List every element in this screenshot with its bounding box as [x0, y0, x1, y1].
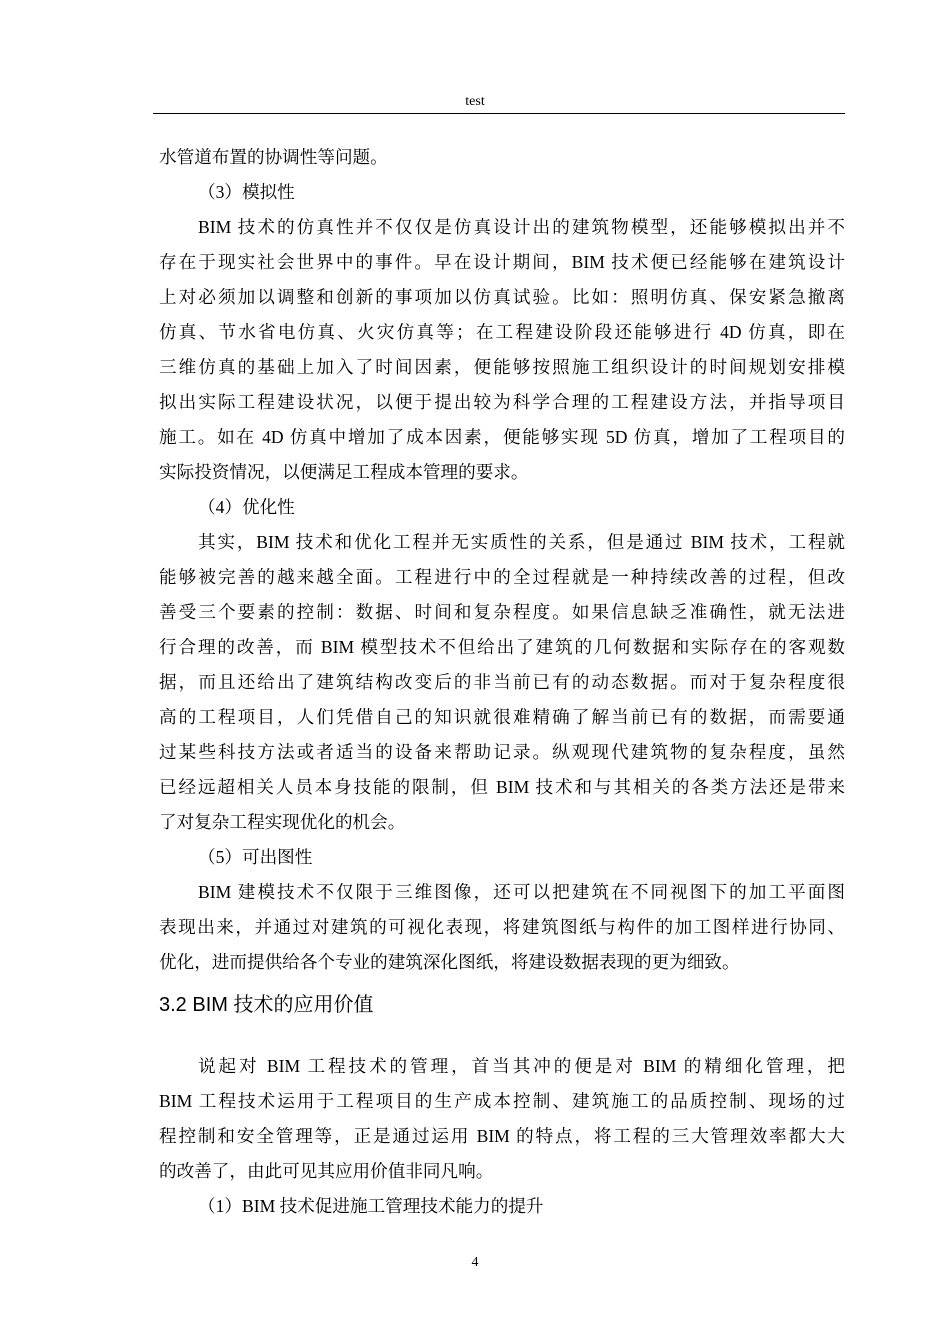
- paragraph-line: 已经远超相关人员本身技能的限制，但 BIM 技术和与其相关的各类方法还是带来: [159, 777, 845, 797]
- paragraph-line: 上对必须加以调整和创新的事项加以仿真试验。比如：照明仿真、保安紧急撤离: [159, 287, 845, 307]
- paragraph-line: 的改善了，由此可见其应用价值非同凡响。: [159, 1161, 494, 1181]
- section-spacer: [159, 1030, 845, 1049]
- paragraph-line: 能够被完善的越来越全面。工程进行中的全过程就是一种持续改善的过程，但改: [159, 567, 845, 587]
- section-heading: 3.2 BIM 技术的应用价值: [159, 994, 374, 1016]
- paragraph-line: 表现出来，并通过对建筑的可视化表现，将建筑图纸与构件的加工图样进行协同、: [159, 917, 845, 937]
- paragraph-line: 行合理的改善，而 BIM 模型技术不但给出了建筑的几何数据和实际存在的客观数: [159, 637, 845, 657]
- paragraph-line: 三维仿真的基础上加入了时间因素，便能够按照施工组织设计的时间规划安排模: [159, 357, 845, 377]
- paragraph-line: BIM 工程技术运用于工程项目的生产成本控制、建筑施工的品质控制、现场的过: [159, 1091, 845, 1111]
- paragraph-line: 了对复杂工程实现优化的机会。: [159, 812, 406, 832]
- paragraph-line: 其实，BIM 技术和优化工程并无实质性的关系，但是通过 BIM 技术，工程就: [198, 532, 845, 552]
- paragraph-line: BIM 建模技术不仅限于三维图像，还可以把建筑在不同视图下的加工平面图: [198, 882, 845, 902]
- paragraph-line: 仿真、节水省电仿真、火灾仿真等；在工程建设阶段还能够进行 4D 仿真，即在: [159, 322, 845, 342]
- subsection-heading: （5）可出图性: [198, 847, 313, 867]
- paragraph-line: 实际投资情况，以便满足工程成本管理的要求。: [159, 462, 529, 482]
- paragraph-line: 水管道布置的协调性等问题。: [159, 147, 388, 167]
- paragraph-line: 施工。如在 4D 仿真中增加了成本因素，便能够实现 5D 仿真，增加了工程项目的: [159, 427, 845, 447]
- paragraph-line: 程控制和安全管理等，正是通过运用 BIM 的特点，将工程的三大管理效率都大大: [159, 1126, 845, 1146]
- paragraph-line: 过某些科技方法或者适当的设备来帮助记录。纵观现代建筑物的复杂程度，虽然: [159, 742, 845, 762]
- header-divider: [153, 113, 845, 114]
- paragraph-line: 高的工程项目，人们凭借自己的知识就很难精确了解当前已有的数据，而需要通: [159, 707, 845, 727]
- subsection-heading: （3）模拟性: [198, 182, 295, 202]
- subsection-heading: （1）BIM 技术促进施工管理技术能力的提升: [198, 1196, 544, 1216]
- paragraph-line: 拟出实际工程建设状况，以便于提出较为科学合理的工程建设方法，并指导项目: [159, 392, 845, 412]
- paragraph-line: 善受三个要素的控制：数据、时间和复杂程度。如果信息缺乏准确性，就无法进: [159, 602, 845, 622]
- paragraph-line: 说起对 BIM 工程技术的管理，首当其冲的便是对 BIM 的精细化管理，把: [198, 1056, 845, 1076]
- document-body: [159, 140, 845, 1224]
- paragraph-line: 优化，进而提供给各个专业的建筑深化图纸，将建设数据表现的更为细致。: [159, 952, 740, 972]
- paragraph-line: 存在于现实社会世界中的事件。早在设计期间，BIM 技术便已经能够在建筑设计: [159, 252, 845, 272]
- page-number: 4: [471, 1255, 479, 1270]
- subsection-heading: （4）优化性: [198, 497, 295, 517]
- paragraph-line: 据，而且还给出了建筑结构改变后的非当前已有的动态数据。而对于复杂程度很: [159, 672, 845, 692]
- paragraph-line: BIM 技术的仿真性并不仅仅是仿真设计出的建筑物模型，还能够模拟出并不: [198, 217, 845, 237]
- page-header: test: [465, 94, 485, 109]
